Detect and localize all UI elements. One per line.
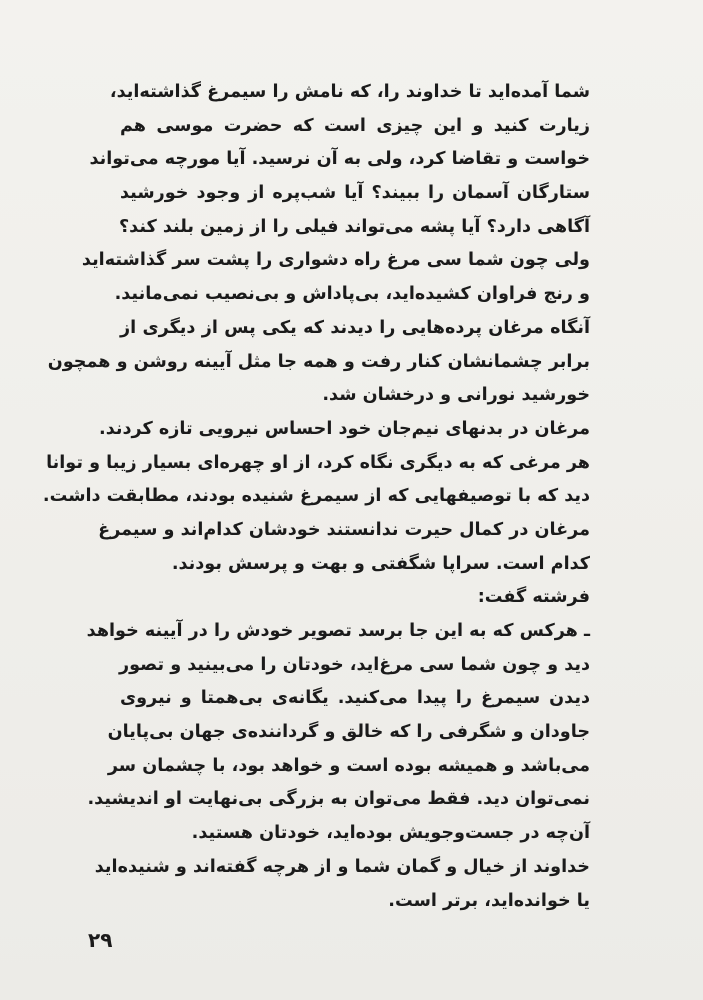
text-line: شما آمده‌اید تا خداوند را، که نامش را سیمرغ گذاشته‌اید،: [109, 82, 590, 102]
text-line: نمی‌توان دید. فقط می‌توان به بزرگی بی‌نهایت او اندیشید.: [87, 789, 590, 810]
text-line: می‌باشد و همیشه بوده است و خواهد بود، با چشمان سر: [107, 755, 590, 776]
text-line: یا خوانده‌اید، برتر است.: [388, 890, 590, 911]
text-line: مرغان در بدنهای نیم‌جان خود احساس نیرویی تازه کردند.: [99, 418, 590, 439]
text-line: برابر چشمانشان کنار رفت و همه جا مثل آیینه روشن و همچون: [47, 351, 590, 372]
text-line: مرغان در کمال حیرت ندانستند خودشان کدام‌اند و سیمرغ: [98, 519, 590, 540]
text-line: هر مرغی که به دیگری نگاه کرد، از او چهره‌ای بسیار زیبا و توانا: [46, 452, 590, 473]
text-line: ستارگان آسمان را ببیند؟ آیا شب‌پره از وجود خورشید: [120, 183, 590, 204]
text-line: زیارت کنید و این چیزی است که حضرت موسی هم: [120, 115, 590, 136]
text-line: کدام است. سراپا شگفتی و بهت و پرسش بودند.: [171, 553, 590, 574]
text-line: فرشته گفت:: [477, 587, 590, 608]
text-line: و رنج فراوان کشیده‌اید، بی‌پاداش و بی‌نصیب نمی‌مانید.: [114, 284, 590, 305]
page-number: ۲۹: [88, 928, 113, 952]
text-line: دید و چون شما سی مرغ‌اید، خودتان را می‌بینید و تصور: [118, 654, 590, 675]
text-line: خورشید نورانی و درخشان شد.: [322, 385, 590, 406]
text-line: دیدن سیمرغ را پیدا می‌کنید. یگانه‌ی بی‌همتا و نیروی: [120, 688, 590, 709]
text-line: آنگاه مرغان پرده‌هایی را دیدند که یکی پس از دیگری از: [120, 317, 590, 338]
text-line: خداوند از خیال و گمان شما و از هرچه گفته‌اند و شنیده‌اید: [94, 856, 590, 877]
text-line: جاودان و شگرفی را که خالق و گرداننده‌ی جهان بی‌پایان: [107, 722, 590, 743]
text-line: خواست و تقاضا کرد، ولی به آن نرسید. آیا مورچه می‌تواند: [89, 149, 590, 170]
text-line: ـ هرکس که به این جا برسد تصویر خودش را در آیینه خواهد: [86, 621, 590, 641]
text-line: ولی چون شما سی مرغ راه دشواری را پشت سر گذاشته‌اید: [81, 250, 590, 271]
body-text: [42, 76, 590, 918]
text-line: آگاهی دارد؟ آیا پشه می‌تواند فیلی را از زمین بلند کند؟: [118, 216, 590, 237]
text-line: دید که با توصیفهایی که از سیمرغ شنیده بودند، مطابقت داشت.: [42, 486, 590, 507]
text-line: آن‌چه در جست‌وجویش بوده‌اید، خودتان هستید.: [191, 823, 590, 844]
